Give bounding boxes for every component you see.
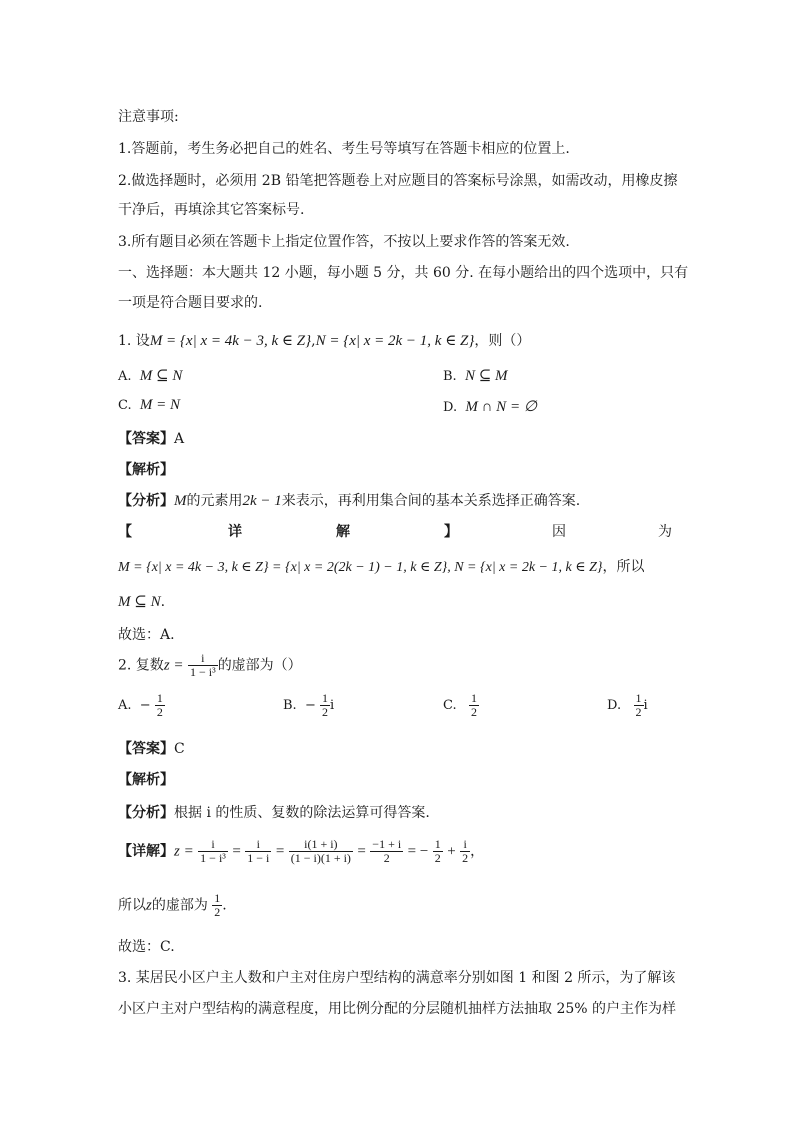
q1-fenxi: 【分析】M的元素用2k − 1来表示，再利用集合间的基本关系选择正确答案. [118,493,581,509]
q2-option-b: B. − $\frac{1}{2}$ i [283,691,335,720]
q1-option-d: D. M ∩ N = ∅ [443,399,537,415]
q2-option-c: C. $\frac{1}{2}$ [443,691,478,720]
q2-detail: 【详解】z = $\frac{i}{\text{1 − i³}}$ = $\frac{i}{1 - i}$ = $\frac{i(1 + i)}{(1 - i)(1 + i)}$ = $\frac{-1 + i}{2}$ = − $\frac{1}{2}$ + $\frac{i}{2}$ ， [118,837,485,866]
q2-fenxi: 【分析】根据 i 的性质、复数的除法运算可得答案. [118,805,430,821]
note-2-line-2: 干净后，再填涂其它答案标号. [118,202,305,218]
q1-suffix: ，则（） [474,333,531,349]
q1-detail-heading: 【 详 解 】 因 为 [118,524,672,540]
q1-comma: , [311,333,316,349]
q1-detail-expression: M = {x| x = 4k − 3, k ∈ Z} = {x| x = 2(2k − 1) − 1, k ∈ Z}, N = {x| x = 2k − 1, k ∈ Z}，所以 [118,559,645,575]
q2-option-d: D. $\frac{1}{2}$ i [607,691,648,720]
q1-option-c: C. M = N [118,397,181,413]
q1-set-m: M = {x| x = 4k − 3, k ∈ Z} [149,333,312,349]
q2-analysis-tag: 【解析】 [118,772,174,788]
q3-line-2: 小区户主对户型结构的满意程度，用比例分配的分层随机抽样方法抽取 25% 的户主作为样 [118,1001,677,1017]
q1-option-a: A. M ⊆ N [118,368,183,384]
q2-conclusion: 所以z的虚部为 $\frac{1}{2}$ . [118,891,227,920]
q3-line-1: 3. 某居民小区户主人数和户主对住房户型结构的满意率分别如图 1 和图 2 所示，为了解该 [118,970,676,986]
q1-stem [118,330,530,350]
note-2-line-1: 2.做选择题时，必须用 2B 铅笔把答题卷上对应题目的答案标号涂黑，如需改动，用橡皮擦 [118,173,678,189]
q2-option-a: A. − $\frac{1}{2}$ [118,691,163,720]
q1-detail-conclusion: M ⊆ N. [118,594,166,610]
q2-fraction: $\frac{i}{\text{1 − i³}}$ [189,651,216,680]
notes-title: 注意事项: [118,109,179,125]
q2-answer: 【答案】C [118,741,185,757]
q1-answer: 【答案】A [118,431,185,447]
q1-set-n: N = {x| x = 2k − 1, k ∈ Z} [315,333,475,349]
q1-analysis-tag: 【解析】 [118,462,174,478]
q1-option-b: B. N ⊆ M [443,368,508,384]
note-3: 3.所有题目必须在答题卡上指定位置作答，不按以上要求作答的答案无效. [118,234,570,250]
section-header-line-2: 一项是符合题目要求的. [118,295,263,311]
q1-choose: 故选：A. [118,627,175,643]
q1-prefix: 1. 设 [118,333,150,349]
section-header-line-1: 一、选择题：本大题共 12 小题，每小题 5 分，共 60 分. 在每小题给出的四个选项中，只有 [118,265,689,281]
note-1: 1.答题前，考生务必把自己的姓名、考生号等填写在答题卡相应的位置上. [118,141,570,157]
q2-choose: 故选：C. [118,939,175,955]
q2-stem: 2. 复数z = $\frac{i}{\text{1 − i³}}$ 的虚部为（） [118,651,302,680]
